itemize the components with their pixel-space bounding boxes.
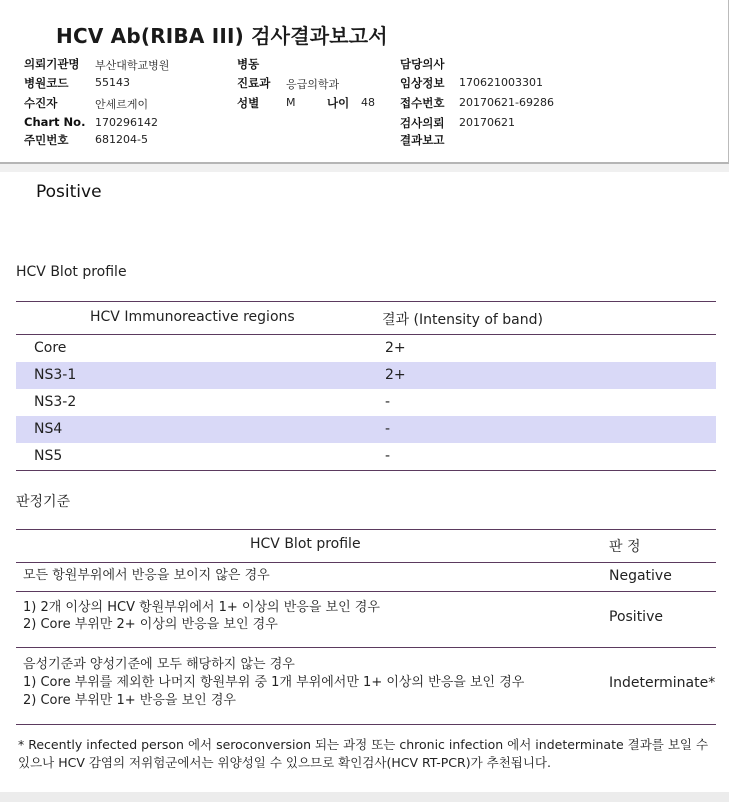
dept-label: 진료과 [237,76,271,90]
institution-label: 의뢰기관명 [24,57,80,71]
page-bottom-band [0,792,729,802]
intensity-cell: 2+ [385,340,406,356]
report-header [0,0,729,164]
overall-result: Positive [36,182,102,202]
blot-table [16,301,716,471]
institution-value: 부산대학교병원 [95,59,170,72]
col-profile-header: HCV Blot profile [250,536,361,552]
table-row [16,443,716,470]
criteria-condition: 모든 항원부위에서 반응을 보이지 않은 경우 [23,568,270,583]
criteria-condition: 2) Core 부위만 1+ 반응을 보인 경우 [23,693,236,708]
intensity-cell: 2+ [385,367,406,383]
blot-section-title: HCV Blot profile [16,264,127,280]
table-row [16,362,716,389]
age-label: 나이 [327,96,350,110]
hospital-code-value: 55143 [95,76,130,89]
intensity-cell: - [385,421,391,437]
footnote: * Recently infected person 에서 seroconversion 되는 과정 또는 chronic infection 에서 indeterminate 결과를 보일 수 있으나 HCV 감염의 저위험군에서는 위양성일 수 있으므로 확인검사(HCV RT-PCR)가 추천됩니다. [18,737,709,770]
table-row [16,389,716,416]
criteria-verdict: Negative [609,568,672,584]
receipt-value: 20170621-69286 [459,96,554,109]
table-row [16,416,716,443]
region-cell: NS3-2 [34,394,77,410]
table-row [16,592,716,648]
clinical-info-label: 임상정보 [400,76,445,90]
criteria-condition: 2) Core 부위만 2+ 이상의 반응을 보인 경우 [23,617,278,632]
table-row [16,563,716,592]
blot-table-header [16,302,716,335]
doctor-label: 담당의사 [400,57,445,71]
region-cell: Core [34,340,67,356]
report-date-label: 결과보고 [400,133,445,147]
criteria-condition: 음성기준과 양성기준에 모두 해당하지 않는 경우 [23,657,295,672]
intensity-cell: - [385,394,391,410]
table-row [16,335,716,362]
hospital-code-label: 병원코드 [24,76,69,90]
table-row [16,648,716,724]
clinical-info-value: 170621003301 [459,76,543,89]
region-cell: NS4 [34,421,63,437]
criteria-verdict: Positive [609,609,663,625]
resident-no-value: 681204-5 [95,133,148,146]
region-cell: NS3-1 [34,367,77,383]
resident-no-label: 주민번호 [24,133,69,147]
col-region-header: HCV Immunoreactive regions [90,309,295,325]
request-label: 검사의뢰 [400,116,445,130]
ward-label: 병동 [237,57,260,71]
chart-no-label: Chart No. [24,115,86,129]
criteria-section-title: 판정기준 [16,494,71,510]
criteria-verdict: Indeterminate* [609,675,716,691]
region-cell: NS5 [34,448,63,464]
report-title: HCV Ab(RIBA III) 검사결과보고서 [56,24,388,48]
criteria-table-header [16,530,716,563]
age-value: 48 [361,96,375,109]
patient-label: 수진자 [24,96,58,110]
criteria-condition: 1) 2개 이상의 HCV 항원부위에서 1+ 이상의 반응을 보인 경우 [23,600,380,615]
col-result-header: 결과 (Intensity of band) [382,312,543,328]
intensity-cell: - [385,448,391,464]
dept-value: 응급의학과 [286,78,340,91]
chart-no-value: 170296142 [95,116,158,129]
receipt-label: 접수번호 [400,96,445,110]
criteria-table [16,529,716,725]
criteria-condition: 1) Core 부위를 제외한 나머지 항원부위 중 1개 부위에서만 1+ 이상의 반응을 보인 경우 [23,675,525,690]
request-value: 20170621 [459,116,515,129]
sex-label: 성별 [237,96,260,110]
patient-value: 안세르게이 [95,98,149,111]
col-verdict-header: 판 정 [609,539,641,555]
header-separator [0,164,729,172]
sex-value: M [286,96,296,109]
